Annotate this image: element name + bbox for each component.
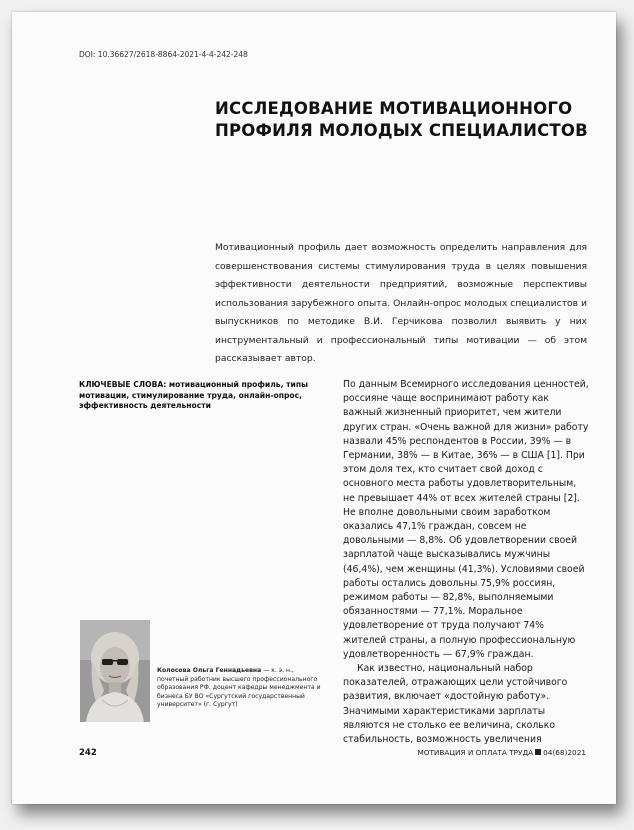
article-abstract: Мотивационный профиль дает возможность определить направления для совершенствования системы стимулирования труда в целях повышения эффективности деятельности предприятий, возможные перспективы использования зарубежного опыта. Онлайн-опрос молодых специалистов и выпускников по методике В.И. Герчикова позволил выявить у них инструментальный и профессиональный типы мотивации — об этом рассказывает автор. [215, 242, 587, 364]
keywords: КЛЮЧЕВЫЕ СЛОВА: мотивационный профиль, типы мотивации, стимулирование труда, онлайн-опрос, эффективность деятельности [79, 380, 308, 410]
article-body [343, 378, 589, 747]
journal-issue: 04(68)2021 [543, 748, 586, 757]
author-caption [157, 667, 325, 710]
journal-page [12, 12, 616, 804]
journal-footer [417, 748, 586, 757]
doi-line: DOI: 10.36627/2618-8864-2021-4-4-242-248 [79, 50, 248, 59]
author-details: — к. э. н., почетный работник высшего профессионального образования РФ, доцент кафедры менеджмента и бизнеса БУ ВО «Сургутский государственный университет» (г. Сургут) [157, 667, 321, 709]
square-separator-icon [535, 749, 541, 755]
title-line-2: ПРОФИЛЯ МОЛОДЫХ СПЕЦИАЛИСТОВ [215, 121, 588, 140]
journal-name: МОТИВАЦИЯ И ОПЛАТА ТРУДА [417, 748, 534, 757]
author-photo [80, 620, 150, 722]
page-number: 242 [79, 748, 97, 758]
article-title [215, 98, 595, 142]
author-portrait-image [80, 620, 150, 722]
body-paragraph-1: По данным Всемирного исследования ценностей, россияне чаще воспринимают работу как важный жизненный приоритет, чем жители других стран. «Очень важной для жизни» работу назвали 45% респондентов в России, 39% — в Германии, 38% — в Китае, 36% — в США [1]. При этом доля тех, кто считает свой доход с основного места работы удовлетворительным, не превышает 44% от всех жителей страны [2]. Не вполне довольными своим заработком оказались 47,1% граждан, совсем не довольными — 8,8%. Об удовлетворении своей зарплатой чаще высказывались мужчины (46,4%), чем женщины (41,3%). Условиями своей работы остались довольны 75,9% россиян, режимом работы — 82,8%, выполняемыми обязанностями — 77,1%. Моральное удовлетворение от труда получают 74% жителей страны, а полную профессиональную удовлетворенность — 67,9% граждан. [343, 379, 589, 660]
body-paragraph-2: Как известно, национальный набор показателей, отражающих цели устойчивого развития, включает «достойную работу». Значимыми характеристиками зарплаты являются не столько ее величина, сколько стабильность, возможность увеличения [343, 663, 568, 746]
author-name: Колосова Ольга Геннадьевна [157, 667, 262, 674]
title-line-1: ИССЛЕДОВАНИЕ МОТИВАЦИОННОГО [215, 99, 573, 118]
